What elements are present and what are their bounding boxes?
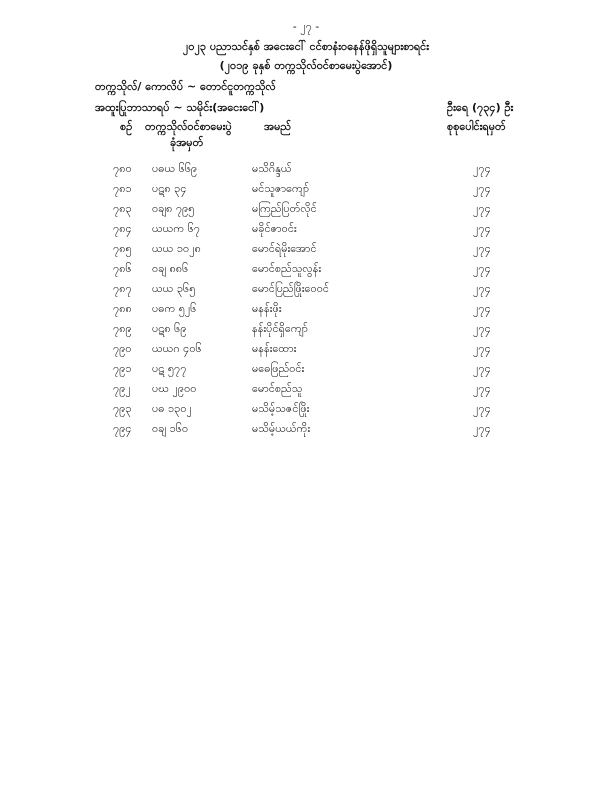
row-name: မဓေဖြည်ဝင်း: [252, 362, 305, 375]
row-reg: ဝချ၈ ၇၉၅: [152, 202, 195, 215]
row-name: မခိုင်ဇာဝင်း: [252, 222, 297, 235]
row-no: ၇၈၇: [113, 282, 132, 295]
row-no: ၇၈၅: [113, 242, 132, 255]
row-score: ၂၇၄: [473, 402, 491, 415]
row-no: ၇၉၂: [113, 382, 131, 395]
table-row: [0, 162, 612, 181]
row-reg: ပဋ ၅၇၇: [152, 362, 187, 375]
row-name: မောင်စည်သူ: [252, 382, 303, 395]
table-row: [0, 202, 612, 221]
row-name: မသိမ့်ယယ်ကိုး: [252, 422, 311, 435]
row-name: မောင်ရဲမိုးအောင်: [252, 242, 317, 255]
table-row: [0, 282, 612, 301]
row-score: ၂၇၄: [473, 342, 491, 355]
row-reg: ပဓက ၅၂၆: [152, 302, 197, 315]
row-score: ၂၇၄: [473, 322, 491, 335]
total-count-label: ဦးရေ (၇၃၄) ဦး: [447, 101, 514, 114]
row-reg: ယယဂ ၄၀၆: [152, 342, 202, 355]
row-no: ၇၈၄: [113, 222, 132, 235]
row-name: မနန်းဖိုး: [252, 302, 282, 315]
row-reg: ယယက ၆၇: [152, 222, 200, 235]
table-row: [0, 302, 612, 321]
row-name: မသိဂိန္ဒယ်: [252, 162, 292, 175]
table-row: [0, 402, 612, 421]
header-reg-line2: ခုံအမှတ်: [170, 136, 204, 149]
row-score: ၂၇၄: [473, 162, 491, 175]
row-no: ၇၉၀: [113, 342, 132, 355]
row-reg: ပဋ၈ ၆၉: [152, 322, 187, 335]
row-no: ၇၉၁: [113, 362, 132, 375]
page-number: - ၂၇ -: [292, 20, 320, 33]
header-reg-line1: တက္ကသိုလ်ဝင်စာမေးပွဲ: [145, 120, 232, 133]
row-name: နန်းပိုင်ရှိကျော်: [252, 322, 308, 335]
document-subtitle: (၂၀၁၉ ခုနှစ် တက္ကသိုလ်ဝင်စာမေးပွဲအောင်): [219, 59, 393, 72]
row-name: မနန်းထေား: [252, 342, 297, 355]
header-score: စုစုပေါင်းရမှတ်: [447, 120, 506, 133]
row-score: ၂၇၄: [473, 222, 491, 235]
table-row: [0, 382, 612, 401]
table-row: [0, 362, 612, 381]
row-reg: ယယ ၁၀၂၈: [152, 242, 201, 255]
table-row: [0, 262, 612, 281]
row-no: ၇၈၆: [113, 262, 132, 275]
row-name: မောင်စည်သူလွန်း: [252, 262, 322, 275]
row-name: မသိမ့်သဇင်ဖြိုး: [252, 402, 310, 415]
row-score: ၂၇၄: [473, 302, 491, 315]
row-name: မကြည်ပြတ်လိုင်: [252, 202, 317, 215]
header-name: အမည်: [264, 120, 292, 133]
row-name: မင်သူဇာကျော်: [252, 182, 310, 195]
row-no: ၇၈၁: [113, 182, 132, 195]
row-score: ၂၇၄: [473, 262, 491, 275]
table-row: [0, 222, 612, 241]
row-name: မောင်ပြည်ဖြိုးဝေဝင်: [252, 282, 329, 295]
row-score: ၂၇၄: [473, 202, 491, 215]
university-label: တက္ကသိုလ်/ ကောလိပ် ~ တောင်ငူတက္ကသိုလ်: [95, 80, 276, 93]
row-score: ၂၇၄: [473, 362, 491, 375]
row-score: ၂၇၄: [473, 182, 491, 195]
row-score: ၂၇၄: [473, 422, 491, 435]
table-row: [0, 242, 612, 261]
row-score: ၂၇၄: [473, 282, 491, 295]
table-row: [0, 422, 612, 441]
row-score: ၂၇၄: [473, 242, 491, 255]
row-reg: ပဓယ ၆၆၉: [152, 162, 198, 175]
row-reg: ပဃ ၂၉၀၀: [152, 382, 197, 395]
row-reg: ပဋ၈ ၃၄: [152, 182, 187, 195]
row-reg: ပဓ ၁၃၀၂: [152, 402, 192, 415]
row-no: ၇၈၉: [113, 322, 132, 335]
header-no: စဉ်: [120, 120, 133, 133]
table-row: [0, 342, 612, 361]
row-reg: ဝချ ၈၈၆: [152, 262, 189, 275]
table-row: [0, 322, 612, 341]
table-row: [0, 182, 612, 201]
row-score: ၂၇၄: [473, 382, 491, 395]
subject-label: အထူးပြုဘာသာရပ် ~ သမိုင်း(အငေးငေါ်): [95, 101, 265, 114]
row-no: ၇၈၃: [113, 202, 132, 215]
row-no: ၇၈၈: [113, 302, 132, 315]
row-reg: ဝချ ၁၆၀: [152, 422, 189, 435]
row-no: ၇၈၀: [113, 162, 132, 175]
row-reg: ယယ ၃၆၅: [152, 282, 196, 295]
row-no: ၇၉၃: [113, 402, 132, 415]
document-title: ၂၀၂၃ ပညာသင်နှစ် အငေးငေါ် ငင်စာနံးဝနေန်ဖိုရှိသူများစာရင်း: [182, 40, 430, 53]
row-no: ၇၉၄: [113, 422, 132, 435]
